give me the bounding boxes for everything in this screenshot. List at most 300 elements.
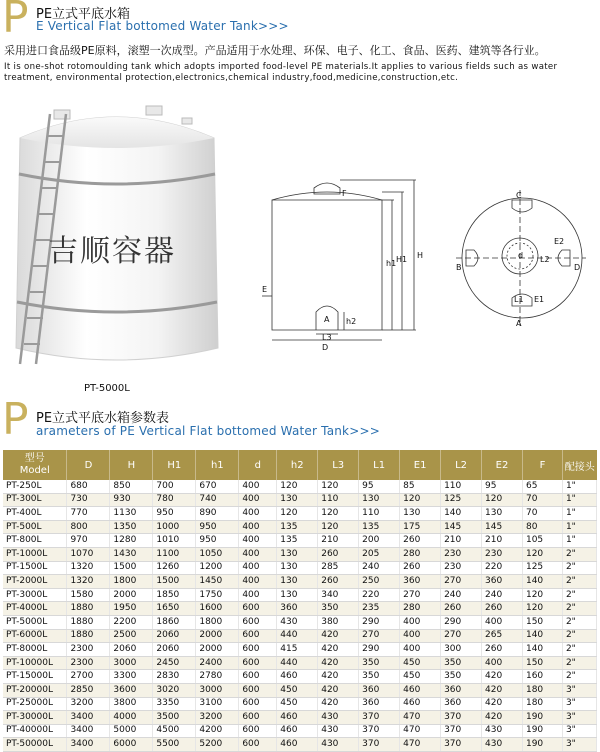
table-cell: 460 <box>400 683 441 697</box>
table-cell: 400 <box>239 547 277 561</box>
table-cell: 2060 <box>153 643 196 657</box>
table-cell: 730 <box>67 493 110 507</box>
table-cell: 1350 <box>110 520 153 534</box>
table-cell: 3" <box>562 738 596 752</box>
table-cell: 350 <box>441 656 482 670</box>
table-cell: 280 <box>400 602 441 616</box>
label-h1: h1 <box>386 259 397 268</box>
table-cell: 1070 <box>67 547 110 561</box>
table-cell: 145 <box>482 520 523 534</box>
label-b: B <box>456 263 462 272</box>
table-cell: 890 <box>196 507 239 521</box>
brand-watermark: 吉顺容器 <box>48 234 176 269</box>
table-row <box>3 520 597 534</box>
table-cell: 360 <box>400 575 441 589</box>
table-cell: 770 <box>67 507 110 521</box>
table-cell: 1800 <box>196 615 239 629</box>
table-cell: PT-1500L <box>3 561 67 575</box>
section2-letter-p: P <box>2 394 29 445</box>
table-cell: 370 <box>441 724 482 738</box>
table-cell: PT-4000L <box>3 602 67 616</box>
table-cell: 130 <box>482 507 523 521</box>
table-cell: 440 <box>277 629 318 643</box>
table-cell: 1450 <box>196 575 239 589</box>
table-cell: 130 <box>277 575 318 589</box>
table-cell: 970 <box>67 534 110 548</box>
table-cell: 140 <box>522 629 562 643</box>
table-row <box>3 724 597 738</box>
table-cell: 3800 <box>110 697 153 711</box>
table-cell: 4200 <box>196 724 239 738</box>
table-cell: 280 <box>400 547 441 561</box>
table-cell: 1800 <box>110 575 153 589</box>
table-cell: 420 <box>318 629 359 643</box>
label-H1: H1 <box>396 255 408 264</box>
table-cell: 235 <box>359 602 400 616</box>
table-cell: 120 <box>522 547 562 561</box>
table-cell: 260 <box>482 602 523 616</box>
table-cell: 285 <box>318 561 359 575</box>
table-cell: 140 <box>522 643 562 657</box>
table-cell: PT-10000L <box>3 656 67 670</box>
table-cell: 460 <box>277 670 318 684</box>
table-cell: 290 <box>359 615 400 629</box>
description-cn: 采用进口食品级PE原料，滚塑一次成型。产品适用于水处理、环保、电子、化工、食品、医药、建筑等各行业。 <box>4 44 546 57</box>
table-cell: 145 <box>441 520 482 534</box>
table-cell: 240 <box>482 588 523 602</box>
table-cell: 3000 <box>196 683 239 697</box>
table-cell: 270 <box>441 575 482 589</box>
table-cell: 2000 <box>110 588 153 602</box>
table-cell: 1130 <box>110 507 153 521</box>
table-cell: 400 <box>239 480 277 493</box>
table-cell: 110 <box>318 493 359 507</box>
table-cell: 1050 <box>196 547 239 561</box>
table-cell: 5200 <box>196 738 239 752</box>
table-cell: PT-20000L <box>3 683 67 697</box>
table-cell: 1200 <box>196 561 239 575</box>
table-cell: 360 <box>482 575 523 589</box>
table-cell: 600 <box>239 615 277 629</box>
table-cell: 1880 <box>67 602 110 616</box>
table-cell: 370 <box>359 724 400 738</box>
table-cell: 230 <box>441 547 482 561</box>
table-cell: 1750 <box>196 588 239 602</box>
table-cell: 160 <box>522 670 562 684</box>
table-cell: 600 <box>239 670 277 684</box>
table-header-cell: E2 <box>482 450 523 480</box>
table-cell: 400 <box>239 520 277 534</box>
table-row <box>3 629 597 643</box>
table-cell: PT-250L <box>3 480 67 493</box>
table-cell: 125 <box>522 561 562 575</box>
header-model-line: Model <box>19 465 50 476</box>
table-cell: 350 <box>359 656 400 670</box>
table-cell: 125 <box>441 493 482 507</box>
table-cell: 150 <box>522 656 562 670</box>
table-header-cell <box>3 450 67 480</box>
label-a: A <box>324 315 330 324</box>
table-cell: PT-5000L <box>3 615 67 629</box>
table-cell: 220 <box>482 561 523 575</box>
table-cell: 430 <box>318 711 359 725</box>
table-cell: 270 <box>359 629 400 643</box>
table-cell: 210 <box>482 534 523 548</box>
table-cell: 380 <box>318 615 359 629</box>
table-cell: 450 <box>277 683 318 697</box>
table-cell: 2" <box>562 561 596 575</box>
table-cell: 1100 <box>153 547 196 561</box>
table-cell: 3400 <box>67 738 110 752</box>
parameter-table <box>3 450 597 752</box>
table-cell: 130 <box>400 507 441 521</box>
table-cell: 1880 <box>67 615 110 629</box>
table-cell: 470 <box>400 738 441 752</box>
table-cell: 400 <box>482 615 523 629</box>
table-cell: 415 <box>277 643 318 657</box>
table-cell: 2450 <box>153 656 196 670</box>
table-cell: 120 <box>277 507 318 521</box>
label-f: F <box>342 189 347 198</box>
table-cell: 2780 <box>196 670 239 684</box>
table-cell: 1320 <box>67 561 110 575</box>
table-cell: 1950 <box>110 602 153 616</box>
table-cell: 220 <box>359 588 400 602</box>
table-row <box>3 656 597 670</box>
table-cell: 2200 <box>110 615 153 629</box>
table-cell: 1880 <box>67 629 110 643</box>
section2-title-cn: PE立式平底水箱参数表 <box>36 411 170 426</box>
table-header-row <box>3 450 597 480</box>
table-cell: 120 <box>277 480 318 493</box>
table-cell: 120 <box>522 588 562 602</box>
table-cell: 400 <box>239 561 277 575</box>
table-row <box>3 575 597 589</box>
table-cell: 120 <box>400 493 441 507</box>
table-cell: 460 <box>400 697 441 711</box>
table-header-cell: L3 <box>318 450 359 480</box>
table-cell: 1" <box>562 520 596 534</box>
table-cell: 140 <box>441 507 482 521</box>
table-cell: 3500 <box>153 711 196 725</box>
table-cell: 190 <box>522 738 562 752</box>
table-cell: 2500 <box>110 629 153 643</box>
table-cell: 290 <box>359 643 400 657</box>
description-en: It is one-shot rotomoulding tank which adopts imported food-level PE materials.It applies to various fields such as water treatment, environmental protection,electronics,chemical industry,food,medicine,construction,etc. <box>4 62 558 83</box>
table-cell: 4000 <box>110 711 153 725</box>
table-cell: 600 <box>239 711 277 725</box>
table-cell: 2830 <box>153 670 196 684</box>
table-header-cell: F <box>522 450 562 480</box>
table-cell: 260 <box>318 547 359 561</box>
section-title-en: E Vertical Flat bottomed Water Tank>>> <box>36 19 289 33</box>
table-cell: PT-30000L <box>3 711 67 725</box>
table-cell: 400 <box>482 656 523 670</box>
table-cell: 400 <box>239 493 277 507</box>
table-cell: 240 <box>441 588 482 602</box>
table-body <box>3 480 597 751</box>
label-l2: L2 <box>540 255 550 264</box>
table-cell: 400 <box>400 629 441 643</box>
table-cell: 2" <box>562 602 596 616</box>
table-cell: 2" <box>562 656 596 670</box>
table-cell: 260 <box>441 602 482 616</box>
table-cell: 600 <box>239 724 277 738</box>
table-cell: PT-8000L <box>3 643 67 657</box>
table-cell: 130 <box>277 561 318 575</box>
table-row <box>3 588 597 602</box>
table-header-cell: D <box>67 450 110 480</box>
table-cell: 400 <box>239 507 277 521</box>
table-row <box>3 602 597 616</box>
label-h2: h2 <box>346 317 357 326</box>
table-cell: 1" <box>562 480 596 493</box>
table-cell: 420 <box>318 656 359 670</box>
table-cell: 1000 <box>153 520 196 534</box>
table-row <box>3 480 597 493</box>
table-cell: 3" <box>562 683 596 697</box>
side-elevation-diagram <box>262 166 434 356</box>
table-cell: 420 <box>482 670 523 684</box>
table-header-cell: L1 <box>359 450 400 480</box>
table-cell: 65 <box>522 480 562 493</box>
table-cell: 600 <box>239 602 277 616</box>
table-cell: 95 <box>359 480 400 493</box>
table-cell: 260 <box>318 575 359 589</box>
table-cell: 2" <box>562 575 596 589</box>
table-row <box>3 615 597 629</box>
table-cell: PT-25000L <box>3 697 67 711</box>
table-cell: 400 <box>400 615 441 629</box>
table-cell: 1280 <box>110 534 153 548</box>
table-cell: 135 <box>277 534 318 548</box>
table-row <box>3 738 597 752</box>
table-header-cell: h1 <box>196 450 239 480</box>
label-a-top: A <box>516 319 522 328</box>
table-cell: 190 <box>522 711 562 725</box>
table-cell: 370 <box>359 711 400 725</box>
table-cell: 110 <box>359 507 400 521</box>
table-cell: 460 <box>277 738 318 752</box>
table-cell: 3020 <box>153 683 196 697</box>
table-cell: 360 <box>441 683 482 697</box>
table-cell: 600 <box>239 738 277 752</box>
table-row <box>3 711 597 725</box>
table-cell: 3350 <box>153 697 196 711</box>
table-cell: 470 <box>400 711 441 725</box>
table-header-cell: d <box>239 450 277 480</box>
table-cell: 350 <box>441 670 482 684</box>
table-cell: 270 <box>441 629 482 643</box>
table-cell: 290 <box>441 615 482 629</box>
table-cell: 270 <box>400 588 441 602</box>
table-cell: 200 <box>359 534 400 548</box>
table-cell: PT-15000L <box>3 670 67 684</box>
table-cell: 1600 <box>196 602 239 616</box>
table-cell: 4500 <box>153 724 196 738</box>
table-cell: 250 <box>359 575 400 589</box>
table-cell: 1860 <box>153 615 196 629</box>
photo-caption: PT-5000L <box>84 383 130 394</box>
table-cell: PT-6000L <box>3 629 67 643</box>
table-row <box>3 697 597 711</box>
table-cell: 2" <box>562 588 596 602</box>
table-header-cell: h2 <box>277 450 318 480</box>
table-header-cell: L2 <box>441 450 482 480</box>
table-cell: 150 <box>522 615 562 629</box>
table-cell: 1320 <box>67 575 110 589</box>
table-cell: 950 <box>153 507 196 521</box>
table-cell: 5000 <box>110 724 153 738</box>
table-cell: 360 <box>359 697 400 711</box>
table-cell: 430 <box>318 724 359 738</box>
table-cell: 1500 <box>110 561 153 575</box>
table-cell: 3600 <box>110 683 153 697</box>
table-cell: 3" <box>562 724 596 738</box>
table-cell: 400 <box>400 643 441 657</box>
table-cell: 1430 <box>110 547 153 561</box>
table-row <box>3 670 597 684</box>
table-cell: 600 <box>239 656 277 670</box>
table-cell: 600 <box>239 683 277 697</box>
table-cell: 130 <box>277 493 318 507</box>
table-cell: 350 <box>318 602 359 616</box>
table-cell: 700 <box>153 480 196 493</box>
table-cell: 230 <box>482 547 523 561</box>
table-cell: 2300 <box>67 643 110 657</box>
table-cell: 420 <box>318 683 359 697</box>
label-d: D <box>322 343 329 352</box>
table-cell: 120 <box>318 507 359 521</box>
table-cell: 2400 <box>196 656 239 670</box>
table-cell: 2" <box>562 547 596 561</box>
table-cell: 3200 <box>67 697 110 711</box>
table-cell: 2300 <box>67 656 110 670</box>
table-cell: 120 <box>318 480 359 493</box>
table-cell: 3300 <box>110 670 153 684</box>
table-cell: 110 <box>441 480 482 493</box>
table-cell: 600 <box>239 697 277 711</box>
table-cell: 240 <box>359 561 400 575</box>
table-cell: 130 <box>359 493 400 507</box>
label-e1: E1 <box>534 295 545 304</box>
table-cell: 1260 <box>153 561 196 575</box>
table-cell: 1" <box>562 507 596 521</box>
table-cell: 370 <box>359 738 400 752</box>
table-cell: 450 <box>400 670 441 684</box>
label-l1: L1 <box>514 295 524 304</box>
table-cell: 1010 <box>153 534 196 548</box>
section-title-cn: PE立式平底水箱 <box>36 7 131 22</box>
table-cell: 2" <box>562 615 596 629</box>
table-cell: PT-1000L <box>3 547 67 561</box>
table-cell: 470 <box>400 724 441 738</box>
table-cell: 430 <box>318 738 359 752</box>
table-cell: 120 <box>482 493 523 507</box>
table-cell: 430 <box>482 724 523 738</box>
table-cell: 105 <box>522 534 562 548</box>
table-cell: PT-2000L <box>3 575 67 589</box>
table-cell: 360 <box>277 602 318 616</box>
table-cell: 740 <box>196 493 239 507</box>
table-cell: 420 <box>318 670 359 684</box>
table-cell: 2700 <box>67 670 110 684</box>
table-cell: 930 <box>110 493 153 507</box>
table-cell: 205 <box>359 547 400 561</box>
table-cell: 1" <box>562 493 596 507</box>
table-cell: 370 <box>441 711 482 725</box>
table-cell: PT-3000L <box>3 588 67 602</box>
table-cell: 5500 <box>153 738 196 752</box>
table-cell: 3" <box>562 711 596 725</box>
table-row <box>3 643 597 657</box>
table-cell: 2" <box>562 670 596 684</box>
table-row <box>3 493 597 507</box>
table-cell: 420 <box>482 683 523 697</box>
table-cell: 260 <box>400 534 441 548</box>
table-row <box>3 547 597 561</box>
table-cell: 440 <box>277 656 318 670</box>
table-cell: 2000 <box>196 629 239 643</box>
table-cell: 460 <box>277 724 318 738</box>
table-cell: 950 <box>196 520 239 534</box>
table-cell: 1650 <box>153 602 196 616</box>
table-cell: 340 <box>318 588 359 602</box>
table-cell: 210 <box>318 534 359 548</box>
label-d-top: D <box>574 263 581 272</box>
section-letter-p: P <box>2 0 29 43</box>
table-cell: PT-40000L <box>3 724 67 738</box>
table-cell: 460 <box>277 711 318 725</box>
table-cell: 135 <box>359 520 400 534</box>
table-row <box>3 534 597 548</box>
table-cell: 430 <box>482 738 523 752</box>
table-cell: 360 <box>359 683 400 697</box>
table-cell: 400 <box>239 534 277 548</box>
table-cell: 175 <box>400 520 441 534</box>
table-cell: 70 <box>522 507 562 521</box>
table-cell: PT-300L <box>3 493 67 507</box>
table-cell: PT-400L <box>3 507 67 521</box>
table-header-cell: E1 <box>400 450 441 480</box>
table-cell: 2060 <box>153 629 196 643</box>
table-cell: 420 <box>318 643 359 657</box>
table-cell: 230 <box>441 561 482 575</box>
table-cell: 85 <box>400 480 441 493</box>
label-d-small: d <box>518 251 524 260</box>
table-cell: 180 <box>522 697 562 711</box>
table-cell: 180 <box>522 683 562 697</box>
table-cell: 2850 <box>67 683 110 697</box>
table-cell: 450 <box>400 656 441 670</box>
table-cell: 800 <box>67 520 110 534</box>
table-cell: 2000 <box>196 643 239 657</box>
table-cell: 420 <box>318 697 359 711</box>
label-e2: E2 <box>554 237 565 246</box>
table-cell: 3400 <box>67 711 110 725</box>
section2-title-en: arameters of PE Vertical Flat bottomed Water Tank>>> <box>36 424 380 438</box>
table-cell: 95 <box>482 480 523 493</box>
table-cell: 400 <box>239 575 277 589</box>
table-cell: PT-800L <box>3 534 67 548</box>
table-cell: 190 <box>522 724 562 738</box>
table-cell: 1850 <box>153 588 196 602</box>
table-header-cell: H <box>110 450 153 480</box>
table-row <box>3 561 597 575</box>
table-cell: PT-500L <box>3 520 67 534</box>
table-cell: 3000 <box>110 656 153 670</box>
table-header-cell: 配接头 <box>562 450 596 480</box>
